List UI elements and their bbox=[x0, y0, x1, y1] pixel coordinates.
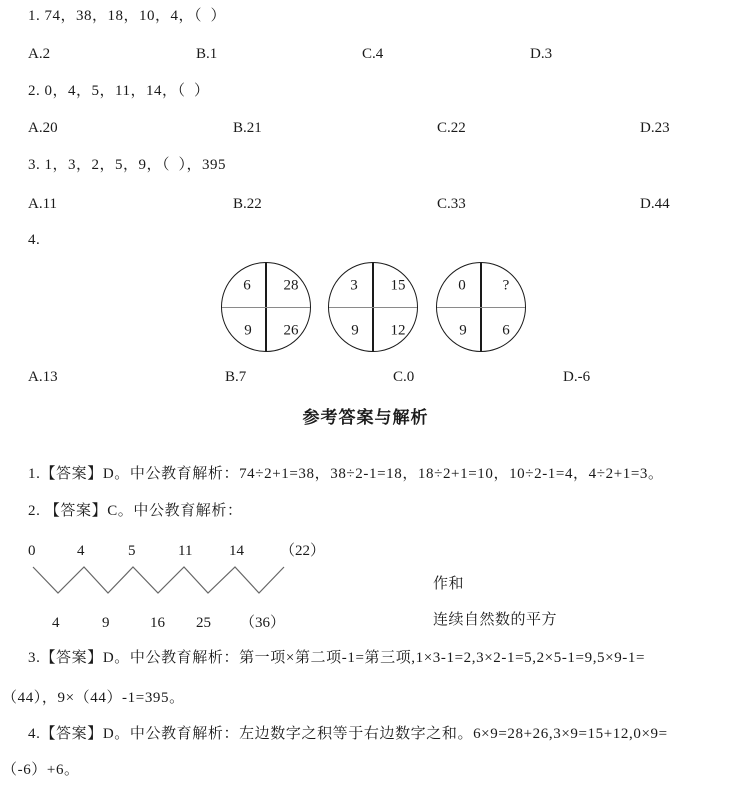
answer-3-text-line-2: （44），9×（44）-1=395。 bbox=[2, 690, 185, 706]
answer-2-text: 2. 【答案】C。中公教育解析： bbox=[28, 503, 243, 519]
question-2-option-b: B.21 bbox=[233, 120, 262, 136]
circle-2-top-left-value: 3 bbox=[350, 277, 358, 294]
diagram-bottom-value-3: 16 bbox=[150, 615, 165, 631]
question-3-option-d: D.44 bbox=[640, 196, 670, 212]
circle-figure-2 bbox=[328, 262, 418, 352]
question-3-option-c: C.33 bbox=[437, 196, 466, 212]
diagram-top-value-6: （22） bbox=[280, 543, 326, 559]
diagram-top-value-5: 14 bbox=[229, 543, 244, 559]
diagram-top-value-3: 5 bbox=[128, 543, 136, 559]
question-1-option-d: D.3 bbox=[530, 46, 553, 62]
question-3-text: 3. 1，3，2，5，9，（ ），395 bbox=[28, 157, 227, 173]
circle-2-bottom-left-value: 9 bbox=[351, 322, 359, 339]
circle-figure-3 bbox=[436, 262, 526, 352]
answer-4-text-line-1: 4.【答案】D。中公教育解析：左边数字之积等于右边数字之和。6×9=28+26,3×9=15+12,0×9= bbox=[28, 726, 668, 742]
circle-figure-1 bbox=[221, 262, 311, 352]
question-4-option-c: C.0 bbox=[393, 369, 415, 385]
circle-1-bottom-right-value: 26 bbox=[283, 322, 299, 339]
answer-4-text-line-2: （-6）+6。 bbox=[2, 762, 80, 778]
diagram-bottom-value-2: 9 bbox=[102, 615, 110, 631]
question-1-option-a: A.2 bbox=[28, 46, 51, 62]
question-3-option-a: A.11 bbox=[28, 196, 58, 212]
answer-3-text-line-1: 3.【答案】D。中公教育解析：第一项×第二项-1=第三项,1×3-1=2,3×2-1=5,2×5-1=9,5×9-1= bbox=[28, 650, 646, 666]
diagram-bottom-value-5: （36） bbox=[240, 615, 286, 631]
circle-2-top-right-value: 15 bbox=[390, 277, 406, 294]
question-3-option-b: B.22 bbox=[233, 196, 262, 212]
diagram-top-value-1: 0 bbox=[28, 543, 36, 559]
circle-3-horizontal-divider bbox=[437, 307, 525, 308]
circle-1-horizontal-divider bbox=[222, 307, 310, 308]
circle-1-top-left-value: 6 bbox=[243, 277, 251, 294]
circle-3-top-left-value: 0 bbox=[458, 277, 466, 294]
question-4-option-b: B.7 bbox=[225, 369, 247, 385]
question-2-text: 2. 0，4，5，11，14，（ ） bbox=[28, 83, 210, 99]
question-1-text: 1. 74，38，18，10，4，（ ） bbox=[28, 8, 227, 24]
circle-3-bottom-left-value: 9 bbox=[459, 322, 467, 339]
question-1-option-b: B.1 bbox=[196, 46, 218, 62]
answer-1-text: 1.【答案】D。中公教育解析：74÷2+1=38，38÷2-1=18，18÷2+1=10，10÷2-1=4，4÷2+1=3。 bbox=[28, 466, 664, 482]
zigzag-connector-line bbox=[0, 560, 340, 600]
question-2-option-a: A.20 bbox=[28, 120, 58, 136]
answers-section-heading: 参考答案与解析 bbox=[302, 408, 429, 427]
question-2-option-c: C.22 bbox=[437, 120, 466, 136]
diagram-top-value-2: 4 bbox=[77, 543, 85, 559]
diagram-label-sum: 作和 bbox=[433, 576, 465, 592]
circle-1-top-right-value: 28 bbox=[283, 277, 299, 294]
circle-2-horizontal-divider bbox=[329, 307, 417, 308]
diagram-label-square: 连续自然数的平方 bbox=[433, 612, 558, 628]
question-4-text: 4. bbox=[28, 232, 41, 248]
diagram-bottom-value-4: 25 bbox=[196, 615, 211, 631]
diagram-bottom-value-1: 4 bbox=[52, 615, 60, 631]
circle-3-top-right-value: ? bbox=[502, 277, 510, 294]
circle-2-bottom-right-value: 12 bbox=[390, 322, 406, 339]
question-2-option-d: D.23 bbox=[640, 120, 670, 136]
circle-1-bottom-left-value: 9 bbox=[244, 322, 252, 339]
question-4-option-a: A.13 bbox=[28, 369, 58, 385]
question-4-option-d: D.-6 bbox=[563, 369, 591, 385]
diagram-top-value-4: 11 bbox=[178, 543, 193, 559]
circle-3-bottom-right-value: 6 bbox=[502, 322, 510, 339]
question-1-option-c: C.4 bbox=[362, 46, 384, 62]
